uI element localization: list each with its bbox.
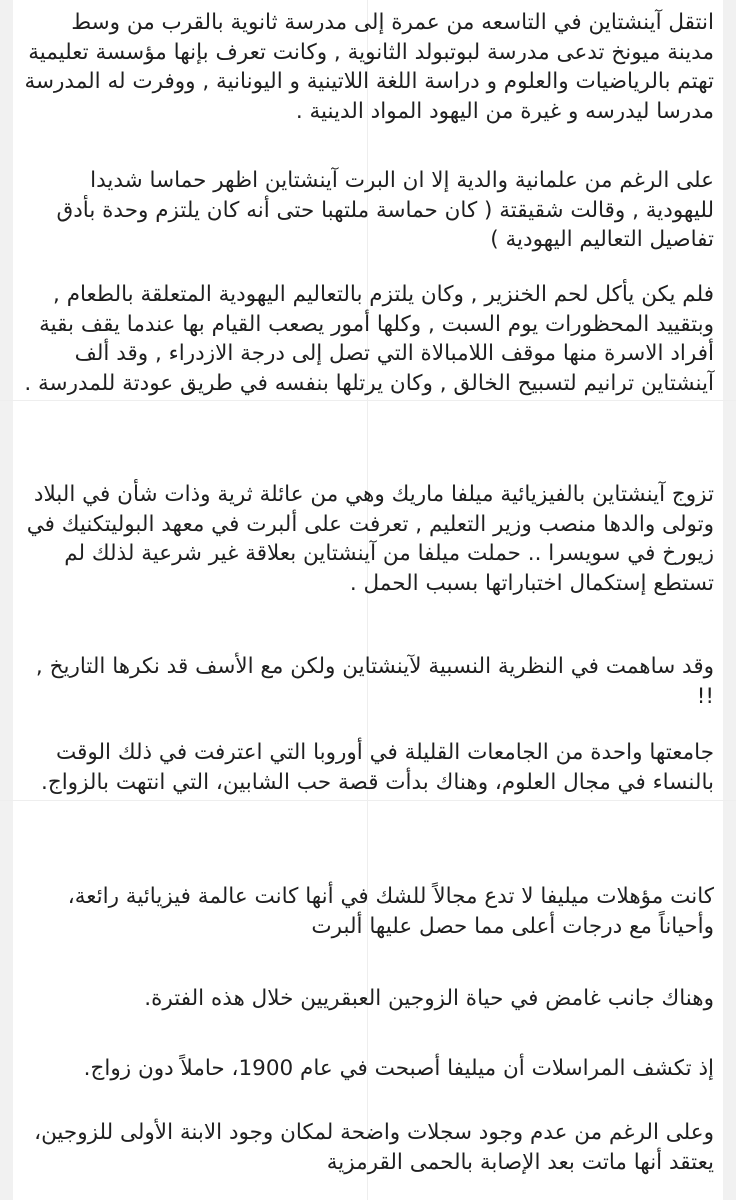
paragraph-9: إذ تكشف المراسلات أن ميليفا أصبحت في عام 1900، حاملاً دون زواج. [83,1056,714,1081]
paragraph-3: فلم يكن يأكل لحم الخنزير , وكان يلتزم بالتعاليم اليهودية المتعلقة بالطعام , وبتقييد المحظورات يوم السبت , وكلها أمور يصعب القيام بها عندما يقف بقية أفراد الاسرة منها موقف اللامبالاة التي تصل إلى درجة الازدراء , وقد ألف آينشتاين ترانيم لتسبيح الخالق , وكان يرتلها بنفسه في طريق عودتة للمدرسة . [24,282,714,396]
paragraph-4: تزوج آينشتاين بالفيزيائية ميلفا ماريك وهي من عائلة ثرية وذات شأن في البلاد وتولى والدها منصب وزير التعليم , تعرفت على ألبرت في معهد البوليتكنيك في زيورخ في سويسرا .. حملت ميلفا من آينشتاين بعلاقة غير شرعية لذلك لم تستطع إستكمال اختباراتها بسبب الحمل . [26,482,714,596]
paragraph-1: انتقل آينشتاين في التاسعه من عمرة إلى مدرسة ثانوية بالقرب من وسط مدينة ميونخ تدعى مدرسة لبوتبولد الثانوية , وكانت تعرف بإنها مؤسسة تعليمية تهتم بالرياضيات والعلوم و دراسة اللغة اللاتينية و اليونانية , ووفرت له المدرسة مدرسا ليدرسه و غيرة من اليهود المواد الدينية . [24,10,714,124]
paragraph-7: كانت مؤهلات ميليفا لا تدع مجالاً للشك في أنها كانت عالمة فيزيائية رائعة، وأحياناً مع درجات أعلى مما حصل عليها ألبرت [67,884,714,939]
paragraph-10: وعلى الرغم من عدم وجود سجلات واضحة لمكان وجود الابنة الأولى للزوجين، يعتقد أنها ماتت بعد الإصابة بالحمى القرمزية [34,1120,714,1175]
paragraph-6: جامعتها واحدة من الجامعات القليلة في أوروبا التي اعترفت في ذلك الوقت بالنساء في مجال العلوم، وهناك بدأت قصة حب الشابين، التي انتهت بالزواج. [41,740,714,795]
right-margin [723,0,736,1200]
paragraph-8: وهناك جانب غامض في حياة الزوجين العبقريين خلال هذه الفترة. [144,986,714,1011]
left-margin [0,0,13,1200]
grid-line-horizontal [0,400,736,401]
paragraph-2: على الرغم من علمانية والدية إلا ان البرت آينشتاين اظهر حماسا شديدا لليهودية , وقالت شقيقتة ( كان حماسة ملتهبا حتى أنه كان يلتزم وحدة بأدق تفاصيل التعاليم اليهودية ) [56,168,714,252]
grid-line-horizontal [0,800,736,801]
paragraph-5: وقد ساهمت في النظرية النسبية لآينشتاين ولكن مع الأسف قد نكرها التاريخ , !! [35,654,714,709]
